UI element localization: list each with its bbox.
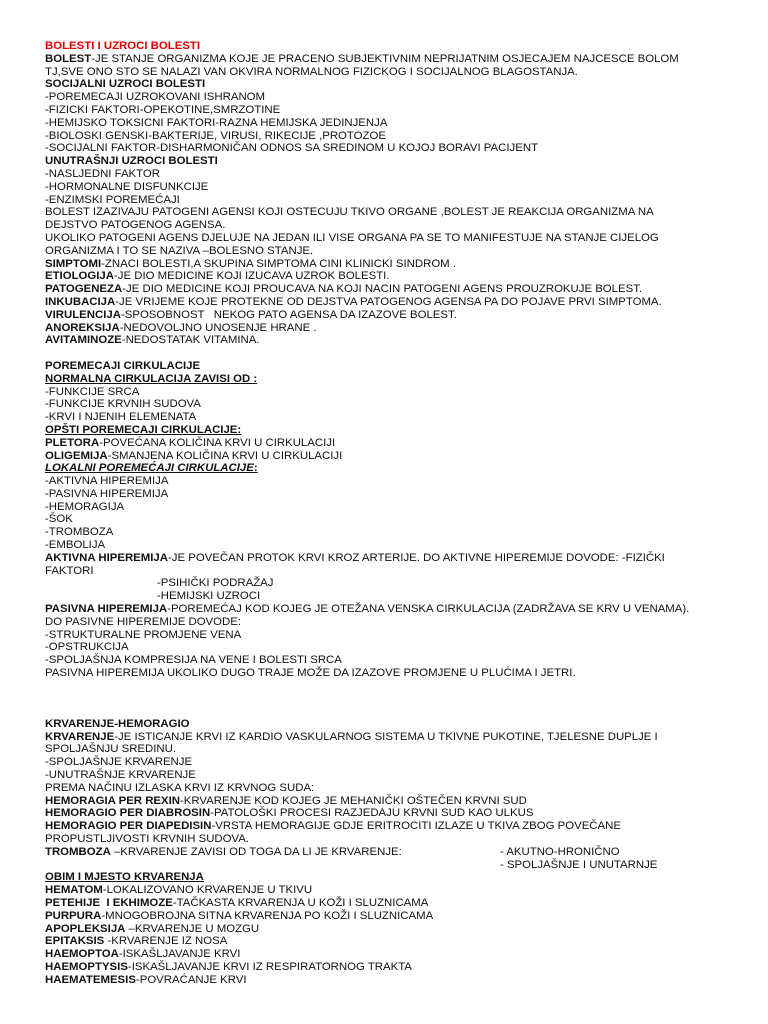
list-item: -OPSTRUKCIJA: [45, 641, 129, 654]
term-line: [45, 846, 728, 859]
sub-item: -PSIHIČKI PODRAŽAJ: [157, 577, 274, 590]
term: HAEMOPTYSIS: [45, 960, 128, 973]
list-item: -STRUKTURALNE PROMJENE VENA: [45, 628, 242, 641]
list-item: -AKTIVNA HIPEREMIJA: [45, 475, 169, 488]
text-line: PROPUSTLJIVOSTI KRVNIH SUDOVA.: [45, 833, 250, 846]
heading-part: -HEMORAGIO: [114, 717, 190, 730]
term-line: [45, 437, 728, 450]
document-title: BOLESTI I UZROCI BOLESTI: [45, 40, 201, 52]
list-item: -HEMIJSKO TOKSICNI FAKTORI-RAZNA HEMIJSKA JEDINJENJA: [45, 116, 388, 129]
tab-item: - SPOLJAŠNJE I UNUTARNJE: [500, 858, 658, 871]
local-heading-suffix: :: [253, 462, 258, 475]
term-line: [45, 258, 728, 271]
list-item: -POREMECAJI UZROKOVANI ISHRANOM: [45, 91, 266, 104]
term-line: [45, 731, 728, 744]
spacer: [45, 347, 728, 360]
list-item: -KRVI I NJENIH ELEMENATA: [45, 411, 197, 424]
term: TROMBOZA: [45, 845, 111, 858]
term-line: [45, 309, 728, 322]
subsection-heading: NORMALNA CIRKULACIJA ZAVISI OD :: [45, 372, 258, 385]
term-line: [45, 961, 728, 974]
term: SIMPTOMI: [45, 257, 102, 270]
term-text: -ISKAŠLJAVANJE KRVI: [118, 948, 241, 961]
list-item: -UNUTRAŠNJE KRVARENJE: [45, 769, 196, 782]
text-line: DO PASIVNE HIPEREMIJE DOVODE:: [45, 615, 241, 628]
term: PURPURA: [45, 909, 102, 922]
subsection-heading: OPŠTI POREMECAJI CIRKULACIJE:: [45, 423, 242, 436]
term: KRVARENJE: [45, 730, 115, 743]
list-item: -ENZIMSKI POREMEĆAJI: [45, 193, 180, 206]
section-heading: [45, 718, 728, 731]
section-heading: SOCIJALNI UZROCI BOLESTI: [45, 78, 206, 91]
term-line: [45, 948, 728, 961]
list-item: -HEMORAGIJA: [45, 500, 125, 513]
term-text: -NEDOVOLJNO UNOSENJE HRANE .: [119, 321, 317, 334]
term-text: -MNOGOBROJNA SITNA KRVARENJA PO KOŽI I SLUZNICAMA: [101, 909, 434, 922]
term: AVITAMINOZE: [45, 334, 122, 347]
term-text: -ISKAŠLJAVANJE KRVI IZ RESPIRATORNOG TRAKTA: [127, 960, 412, 973]
text-line: TJ,SVE ONO STO SE NALAZI VAN OKVIRA NORMALNOG FIZICKOG I SOCIJALNOG BLAGOSTANJA.: [45, 65, 578, 78]
term-line: [45, 450, 728, 463]
term: OLIGEMIJA: [45, 449, 108, 462]
term: PETEHIJE I EKHIMOZE: [45, 897, 173, 909]
term-text: -JE DIO MEDICINE KOJI IZUCAVA UZROK BOLESTI.: [113, 270, 390, 283]
term-text: -TAČKASTA KRVARENJA U KOŽI I SLUZNICAMA: [172, 897, 429, 909]
term-text: -JE STANJE ORGANIZMA KOJE JE PRACENO SUBJEKTIVNIM NEPRIJATNIM OSJECAJEM NAJCESCE BOLOM: [91, 52, 679, 65]
text-line: [45, 859, 728, 872]
term-line: [45, 552, 728, 565]
text-line: DEJSTVO PATOGENOG AGENSA.: [45, 219, 226, 232]
definition-line: [45, 53, 728, 66]
term-line: [45, 334, 728, 347]
term-text: -JE POVEČAN PROTOK KRVI KROZ ARTERIJE. DO AKTIVNE HIPEREMIJE DOVODE: -FIZIČKI: [168, 551, 665, 564]
term-text: -JE ISTICANJE KRVI IZ KARDIO VASKULARNOG SISTEMA U TKIVNE PUKOTINE, TJELESNE DUPLJE I: [114, 730, 658, 743]
list-item: -SOCIJALNI FAKTOR-DISHARMONIČAN ODNOS SA SREDINOM U KOJOJ BORAVI PACIJENT: [45, 142, 539, 155]
term-line: [45, 897, 728, 910]
heading-part: KRVARENJE: [45, 717, 115, 730]
term-line: [45, 795, 728, 808]
list-item: -FIZICKI FAKTORI-OPEKOTINE,SMRZOTINE: [45, 103, 281, 116]
text-line: PASIVNA HIPEREMIJA UKOLIKO DUGO TRAJE MOŽE DA IZAZOVE PROMJENE U PLUĆIMA I JETRI.: [45, 667, 576, 680]
text-line: ORGANIZMA I TO SE NAZIVA –BOLESNO STANJE.: [45, 244, 314, 257]
text-line: UKOLIKO PATOGENI AGENS DJELUJE NA JEDAN ILI VISE ORGANA PA SE TO MANIFESTUJE NA STANJE CIJELOG: [45, 231, 659, 244]
term-text: -KRVARENJE KOD KOJEG JE MEHANIČKI OŠTEČEN KRVNI SUD: [180, 794, 527, 807]
term: EPITAKSIS: [45, 935, 105, 948]
term: AKTIVNA HIPEREMIJA: [45, 551, 168, 564]
term-text: -NEDOSTATAK VITAMINA.: [121, 334, 260, 347]
subsection-heading: OBIM I MJESTO KRVARENJA: [45, 871, 204, 884]
term: PASIVNA HIPEREMIJA: [45, 603, 168, 616]
term-text: -SPOSOBNOST NEKOG PATO AGENSA DA IZAZOVE BOLEST.: [120, 308, 457, 321]
list-item: -FUNKCIJE KRVNIH SUDOVA: [45, 398, 201, 411]
sub-item: -HEMIJSKI UZROCI: [157, 590, 261, 603]
list-item: -PASIVNA HIPEREMIJA: [45, 487, 169, 500]
term: APOPLEKSIJA: [45, 922, 126, 935]
term: HEMORAGIO PER DIABROSIN: [45, 807, 211, 820]
term-line: [45, 820, 728, 833]
term-line: [45, 935, 728, 948]
term-text: -KRVARENJE IZ NOSA: [104, 935, 228, 948]
section-heading: POREMECAJI CIRKULACIJE: [45, 359, 201, 372]
term: ANOREKSIJA: [45, 321, 120, 334]
term-text: -LOKALIZOVANO KRVARENJE U TKIVU: [102, 884, 313, 897]
term-line: [45, 910, 728, 923]
text-line: FAKTORI: [45, 564, 94, 577]
subsection-heading: [45, 462, 728, 475]
term-text: -JE DIO MEDICINE KOJI PROUCAVA NA KOJI NACIN PATOGENI AGENS PROUZROKUJE BOLEST.: [122, 283, 643, 296]
term-text: –KRVARENJE U MOZGU: [125, 922, 260, 935]
list-item: -EMBOLIJA: [45, 539, 106, 552]
term-text: -POVEĆANA KOLIČINA KRVI U CIRKULACIJI: [99, 436, 336, 449]
list-item: -SPOLJAŠNJE KRVARENJE: [45, 756, 193, 769]
tab-item: - AKUTNO-HRONIČNO: [500, 845, 620, 858]
list-item: -HORMONALNE DISFUNKCIJE: [45, 180, 209, 193]
term: INKUBACIJA: [45, 295, 116, 308]
text-line: PREMA NAČINU IZLASKA KRVI IZ KRVNOG SUDA:: [45, 781, 315, 794]
term: VIRULENCIJA: [45, 308, 121, 321]
term-text: -VRSTA HEMORAGIJE GDJE ERITROCITI IZLAZE U TKIVA ZBOG POVEČANE: [211, 820, 621, 833]
list-item: -TROMBOZA: [45, 526, 114, 539]
term-line: [45, 807, 728, 820]
term-text: –KRVARENJE ZAVISI OD TOGA DA LI JE KRVARENJE:: [110, 845, 402, 858]
term-text: -SMANJENA KOLIČINA KRVI U CIRKULACIJI: [107, 449, 343, 462]
term: HEMORAGIA PER REXIN: [45, 794, 181, 807]
term-line: [45, 884, 728, 897]
term-line: [45, 923, 728, 936]
term-text: -ZNACI BOLESTI,A SKUPINA SIMPTOMA CINI KLINICKI SINDROM .: [101, 257, 456, 270]
local-heading: LOKALNI POREMEĆAJI CIRKULACIJE: [45, 462, 254, 475]
list-item: -FUNKCIJE SRCA: [45, 385, 140, 398]
term: HEMATOM: [45, 884, 103, 897]
term: HAEMATEMESIS: [45, 973, 136, 986]
term-line: [45, 974, 728, 987]
term-text: -POVRAĆANJE KRVI: [135, 973, 247, 986]
term: ETIOLOGIJA: [45, 270, 114, 283]
list-item: -BIOLOSKI GENSKI-BAKTERIJE, VIRUSI, RIKECIJE ,PROTOZOE: [45, 129, 386, 142]
term-text: -PATOLOŠKI PROCESI RAZJEDAJU KRVNI SUD KAO ULKUS: [210, 807, 534, 820]
term: HAEMOPTOA: [45, 948, 119, 961]
term-line: [45, 322, 728, 335]
section-heading: UNUTRAŠNJI UZROCI BOLESTI: [45, 155, 218, 168]
term-line: [45, 283, 728, 296]
term: PLETORA: [45, 436, 100, 449]
term: PATOGENEZA: [45, 283, 123, 296]
term-text: -JE VRIJEME KOJE PROTEKNE OD DEJSTVA PATOGENOG AGENSA PA DO POJAVE PRVI SIMPTOMA.: [115, 295, 662, 308]
spacer: [45, 680, 728, 718]
list-item: -ŠOK: [45, 513, 73, 526]
term-text: -POREMEĆAJ KOD KOJEG JE OTEŽANA VENSKA CIRKULACIJA (ZADRŽAVA SE KRV U VENAMA).: [167, 603, 690, 616]
text-line: SPOLJAŠNJU SREDINU.: [45, 743, 177, 756]
term-line: [45, 603, 728, 616]
term: BOLEST: [45, 52, 92, 65]
term-line: [45, 270, 728, 283]
list-item: -SPOLJAŠNJA KOMPRESIJA NA VENE I BOLESTI SRCA: [45, 654, 342, 667]
list-item: -NASLJEDNI FAKTOR: [45, 167, 160, 180]
term-line: [45, 296, 728, 309]
term: HEMORAGIO PER DIAPEDISIN: [45, 820, 212, 833]
text-line: BOLEST IZAZIVAJU PATOGENI AGENSI KOJI OSTECUJU TKIVO ORGANE ,BOLEST JE REAKCIJA ORGANIZMA NA: [45, 206, 654, 219]
